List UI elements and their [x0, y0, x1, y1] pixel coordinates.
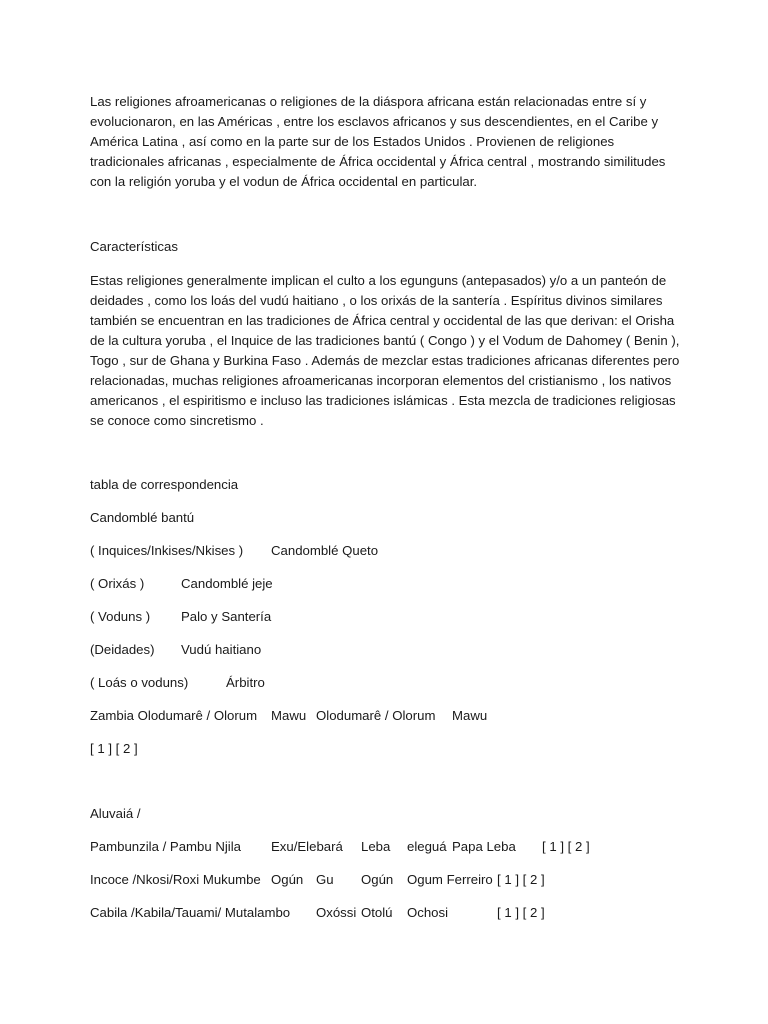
table-line-5-col-b: Vudú haitiano: [181, 642, 262, 657]
table-line-2-col-a: ( Inquices/Inkises/Nkises ): [90, 543, 244, 558]
table-line-11-col-a: Incoce /Nkosi/Roxi Mukumbe: [90, 872, 261, 887]
table-line-10-col-a: Pambunzila / Pambu Njila: [90, 839, 241, 854]
table-line-9-col-a: Aluvaiá /: [90, 806, 141, 821]
table-heading: tabla de correspondencia: [90, 477, 239, 492]
table-line-12-col-c: Otolú: [361, 905, 393, 920]
table-line-2-col-b: Candomblé Queto: [271, 543, 379, 558]
table-line-6-col-a: ( Loás o voduns): [90, 675, 189, 690]
caracteristicas-paragraph: Estas religiones generalmente implican el culto a los egunguns (antepasados) y/o a un panteón de deidades , como los loás del vudú haitiano , o los orixás de la santería . Espíritus divinos similares también se encuentran en las tradiciones de África central y occidental de las que derivan: el Orisha de la cultura yoruba , el Inquice de las tradiciones bantú ( Congo ) y el Vodum de Dahomey ( Benin ), Togo , sur de Ghana y Burkina Faso . Además de mezclar estas tradiciones africanas diferentes pero relacionadas, muchas religiones afroamericanas incorporan elementos del cristianismo , los nativos americanos , el espiritismo e incluso las tradiciones islámicas . Esta mezcla de tradiciones religiosas se conoce como sincretismo .: [90, 273, 680, 428]
table-line-12-refs: [ 1 ] [ 2 ]: [497, 905, 545, 920]
table-line-10-refs: [ 1 ] [ 2 ]: [542, 839, 590, 854]
table-line-10-col-d: eleguá: [407, 839, 447, 854]
table-line-11-col-d: Ogún: [361, 872, 394, 887]
table-line-12-col-b: Oxóssi: [316, 905, 357, 920]
table-line-10-col-b: Exu/Elebará: [271, 839, 343, 854]
table-line-4-col-b: Palo y Santería: [181, 609, 272, 624]
intro-paragraph: Las religiones afroamericanas o religiones de la diáspora africana están relacionadas entre sí y evolucionaron, en las Américas , entre los esclavos africanos y sus descendientes, en el Caribe y América Latina , así como en la parte sur de los Estados Unidos . Provienen de religiones tradicionales africanas , especialmente de África occidental y África central , mostrando similitudes con la religión yoruba y el vodun de África occidental en particular.: [90, 94, 666, 189]
table-line-11-refs: [ 1 ] [ 2 ]: [497, 872, 545, 887]
table-line-3-col-b: Candomblé jeje: [181, 576, 273, 591]
table-line-11-col-c: Gu: [316, 872, 334, 887]
table-line-7-col-c: Olodumarê / Olorum: [316, 708, 436, 723]
table-line-12-col-a: Cabila /Kabila/Tauami/ Mutalambo: [90, 905, 291, 920]
table-line-7-col-d: Mawu: [452, 708, 488, 723]
table-line-11-col-e: Ogum Ferreiro: [407, 872, 493, 887]
table-line-8-refs: [ 1 ] [ 2 ]: [90, 741, 138, 756]
section-heading-caracteristicas: Características: [90, 239, 178, 254]
table-line-6-col-b: Árbitro: [226, 675, 265, 690]
table-line-10-col-e: Papa Leba: [452, 839, 516, 854]
table-line-5-col-a: (Deidades): [90, 642, 155, 657]
table-line-3-col-a: ( Orixás ): [90, 576, 145, 591]
table-line-7-col-b: Mawu: [271, 708, 307, 723]
table-line-7-col-a: Zambia Olodumarê / Olorum: [90, 708, 258, 723]
table-line-10-col-c: Leba: [361, 839, 391, 854]
table-line-4-col-a: ( Voduns ): [90, 609, 151, 624]
table-line-1-col-a: Candomblé bantú: [90, 510, 195, 525]
table-line-11-col-b: Ogún: [271, 872, 304, 887]
table-line-12-col-d: Ochosi: [407, 905, 449, 920]
